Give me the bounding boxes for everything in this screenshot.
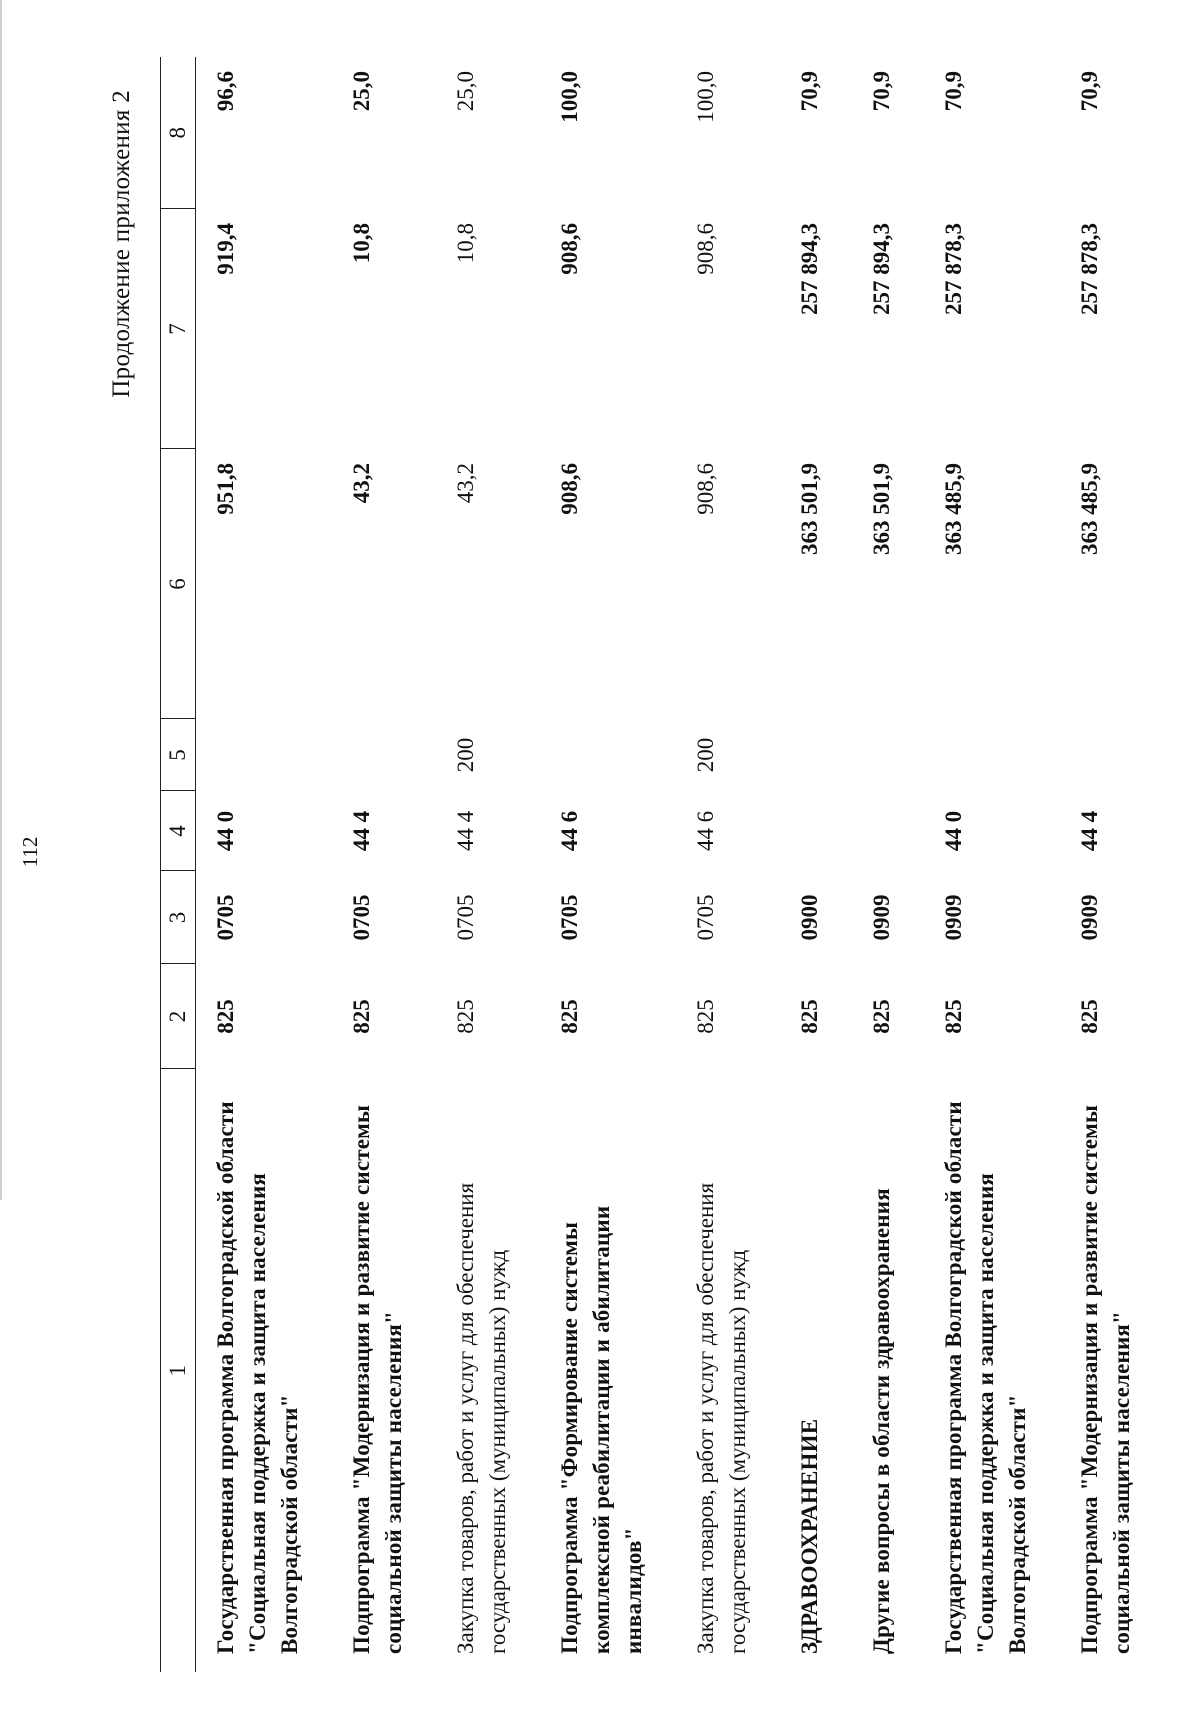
table-row (1060, 57, 1164, 1672)
cell-expense-type (540, 719, 676, 791)
cell-planned: 363 485,9 (941, 463, 966, 555)
cell-target: 44 6 (557, 810, 582, 852)
cell-section: 0705 (693, 894, 718, 941)
column-header: 1 (161, 1069, 196, 1672)
cell-admin-code: 825 (693, 999, 718, 1034)
cell-planned: 363 485,9 (1077, 463, 1102, 555)
cell-section: 0705 (453, 894, 478, 941)
cell-percent: 25,0 (349, 71, 374, 112)
cell-target: 44 4 (453, 810, 478, 852)
row-name: ЗДРАВООХРАНЕНИЕ (797, 1418, 822, 1654)
row-name: Подпрограмма "Модернизация и развитие системы социальной защиты населения" (349, 1104, 406, 1654)
cell-target: 44 4 (1077, 810, 1102, 852)
cell-expense-type (924, 719, 1060, 791)
column-header: 4 (161, 791, 196, 871)
cell-section: 0909 (1077, 894, 1102, 941)
cell-admin-code: 825 (557, 999, 582, 1034)
cell-percent: 70,9 (797, 71, 822, 112)
column-header: 8 (161, 57, 196, 209)
column-header: 2 (161, 964, 196, 1069)
cell-executed: 257 878,3 (941, 223, 966, 315)
cell-target (852, 791, 924, 871)
cell-percent: 70,9 (941, 71, 966, 112)
column-header: 6 (161, 449, 196, 719)
cell-executed: 10,8 (349, 223, 374, 264)
cell-admin-code: 825 (453, 999, 478, 1034)
column-header: 7 (161, 209, 196, 449)
cell-admin-code: 825 (941, 999, 966, 1034)
cell-admin-code: 825 (213, 999, 238, 1034)
cell-planned: 363 501,9 (797, 463, 822, 555)
cell-expense-type: 200 (453, 737, 478, 773)
cell-section: 0900 (797, 894, 822, 941)
cell-planned: 43,2 (453, 463, 478, 504)
cell-target: 44 4 (349, 810, 374, 852)
table-row (332, 57, 436, 1672)
cell-expense-type: 200 (693, 737, 718, 773)
page-number: 112 (18, 836, 42, 868)
cell-planned: 43,2 (349, 463, 374, 504)
cell-expense-type (780, 719, 852, 791)
cell-executed: 908,6 (557, 223, 582, 275)
row-name: Закупка товаров, работ и услуг для обеспечения государственных (муниципальных) нужд (453, 1182, 510, 1654)
cell-admin-code: 825 (1077, 999, 1102, 1034)
cell-expense-type (196, 719, 333, 791)
cell-percent: 70,9 (869, 71, 894, 112)
column-header: 3 (161, 871, 196, 964)
cell-planned: 908,6 (693, 463, 718, 515)
cell-expense-type (1060, 719, 1164, 791)
row-name: Государственная программа Волгоградской области "Социальная поддержка и защита населения Волгоградской области" (213, 1101, 302, 1654)
cell-planned: 363 501,9 (869, 463, 894, 555)
cell-admin-code: 825 (797, 999, 822, 1034)
cell-percent: 25,0 (453, 71, 478, 112)
table-row (676, 57, 780, 1672)
cell-expense-type (852, 719, 924, 791)
row-name: Государственная программа Волгоградской области "Социальная поддержка и защита населения Волгоградской области" (941, 1101, 1030, 1654)
cell-section: 0705 (557, 894, 582, 941)
table-row (780, 57, 852, 1672)
row-name: Другие вопросы в области здравоохранения (869, 1188, 894, 1654)
table-row (436, 57, 540, 1672)
cell-executed: 257 878,3 (1077, 223, 1102, 315)
row-name: Подпрограмма "Формирование системы комплексной реабилитации и абилитации инвалидов" (557, 1205, 646, 1654)
cell-executed: 908,6 (693, 223, 718, 275)
cell-percent: 100,0 (557, 71, 582, 123)
table-row (196, 57, 333, 1672)
cell-executed: 10,8 (453, 223, 478, 264)
continuation-note: Продолжение приложения 2 (108, 90, 135, 398)
table-row (540, 57, 676, 1672)
cell-section: 0705 (349, 894, 374, 941)
budget-table (160, 57, 1164, 1672)
row-name: Подпрограмма "Модернизация и развитие системы социальной защиты населения" (1077, 1104, 1134, 1654)
cell-target: 44 0 (213, 810, 238, 852)
cell-executed: 257 894,3 (869, 223, 894, 315)
cell-section: 0909 (869, 894, 894, 941)
cell-executed: 919,4 (213, 223, 238, 275)
cell-percent: 100,0 (693, 71, 718, 123)
cell-planned: 951,8 (213, 463, 238, 515)
cell-planned: 908,6 (557, 463, 582, 515)
cell-expense-type (332, 719, 436, 791)
cell-section: 0909 (941, 894, 966, 941)
cell-section: 0705 (213, 894, 238, 941)
cell-percent: 96,6 (213, 71, 238, 112)
cell-admin-code: 825 (869, 999, 894, 1034)
header-row (161, 57, 196, 1672)
table-row (852, 57, 924, 1672)
cell-target: 44 0 (941, 810, 966, 852)
table-row (924, 57, 1060, 1672)
column-header: 5 (161, 719, 196, 791)
cell-admin-code: 825 (349, 999, 374, 1034)
cell-percent: 70,9 (1077, 71, 1102, 112)
row-name: Закупка товаров, работ и услуг для обеспечения государственных (муниципальных) нужд (693, 1182, 750, 1654)
cell-executed: 257 894,3 (797, 223, 822, 315)
cell-target (780, 791, 852, 871)
cell-target: 44 6 (693, 810, 718, 852)
